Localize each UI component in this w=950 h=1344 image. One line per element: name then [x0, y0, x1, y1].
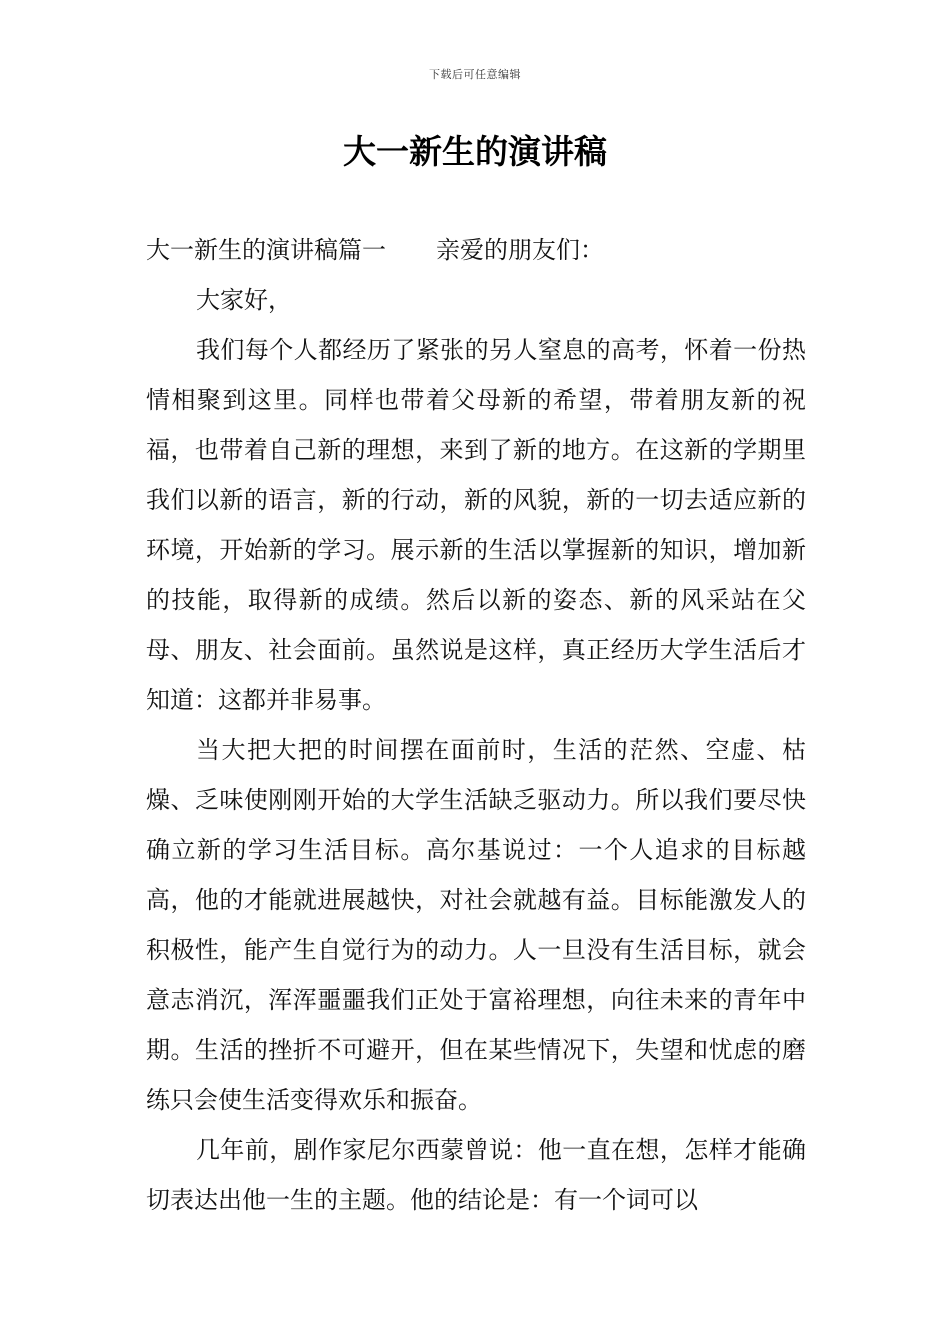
document-body: [146, 225, 806, 1225]
paragraph: 我们每个人都经历了紧张的另人窒息的高考，怀着一份热情相聚到这里。同样也带着父母新的希望，带着朋友新的祝福，也带着自己新的理想，来到了新的地方。在这新的学期里我们以新的语言，新的行动，新的风貌，新的一切去适应新的环境，开始新的学习。展示新的生活以掌握新的知识，增加新的技能，取得新的成绩。然后以新的姿态、新的风采站在父母、朋友、社会面前。虽然说是这样，真正经历大学生活后才知道：这都并非易事。: [146, 336, 806, 714]
document-title: 大一新生的演讲稿: [343, 132, 607, 171]
paragraph: 当大把大把的时间摆在面前时，生活的茫然、空虚、枯燥、乏味使刚刚开始的大学生活缺乏驱动力。所以我们要尽快确立新的学习生活目标。高尔基说过：一个人追求的目标越高，他的才能就进展越快，对社会就越有益。目标能激发人的积极性，能产生自觉行为的动力。人一旦没有生活目标，就会意志消沉，浑浑噩噩我们正处于富裕理想，向往未来的青年中期。生活的挫折不可避开，但在某些情况下，失望和忧虑的磨练只会使生活变得欢乐和振奋。: [146, 736, 806, 1114]
paragraph: 几年前，剧作家尼尔西蒙曾说：他一直在想，怎样才能确切表达出他一生的主题。他的结论是：有一个词可以: [146, 1136, 806, 1214]
salutation: 亲爱的朋友们：: [436, 236, 604, 264]
first-line: [146, 225, 806, 275]
paragraph: 大家好，: [196, 286, 292, 314]
page-header-note: 下载后可任意编辑: [429, 68, 521, 81]
section-label: 大一新生的演讲稿篇一: [146, 236, 386, 264]
